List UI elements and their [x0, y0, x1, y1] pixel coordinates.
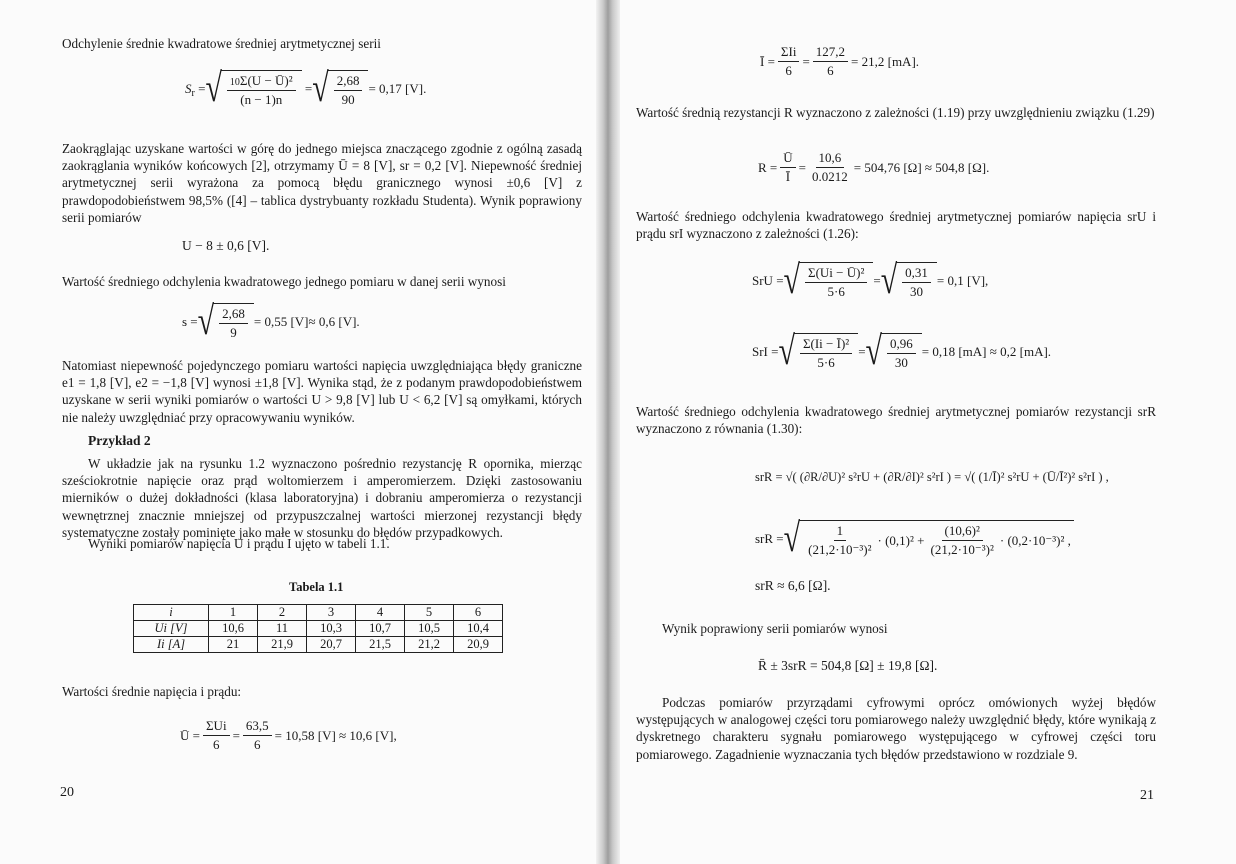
table-row: Ui [V] 10,6 11 10,3 10,7 10,5 10,4: [134, 621, 503, 637]
table-row: Ii [A] 21 21,9 20,7 21,5 21,2 20,9: [134, 637, 503, 653]
right-paragraph-2: Wartość średniego odchylenia kwadratowego średniej arytmetycznej pomiarów napięcia srU i prądu srI wyznaczono z zależności (1.26):: [636, 209, 1156, 242]
page-number-left: 20: [60, 785, 74, 800]
equation-final-result: R̄ ± 3srR = 504,8 [Ω] ± 19,8 [Ω].: [758, 658, 938, 673]
book-gutter: [596, 0, 620, 864]
left-paragraph-7: Wartości średnie napięcia i prądu:: [62, 684, 242, 699]
right-paragraph-1: Wartość średnią rezystancji R wyznaczono z zależności (1.19) przy uwzględnieniu związku (1.29): [636, 105, 1155, 120]
right-paragraph-5: Podczas pomiarów przyrządami cyfrowymi oprócz omówionych wyżej błędów występujących w analogowej części toru pomiarowego należy uwzględnić błędy, które wynikają z dyskretnego charakteru sygnału pomiarowego występującego w cyfrowej części toru pomiarowego. Zagadnienie wyznaczania tych błędów przedstawiono w rozdziale 9.: [636, 695, 1156, 762]
right-page: [620, 0, 1236, 864]
equation-r: R = $\frac{Ū}{Ī}$ = $\frac{10,6}{0.0212}$ = 504,76 [Ω] ≈ 504,8 [Ω].: [758, 150, 990, 184]
measurement-table: [133, 604, 503, 653]
equation-srr-result: srR ≈ 6,6 [Ω].: [755, 578, 831, 593]
page-number-right: 21: [1140, 788, 1154, 803]
right-paragraph-3: Wartość średniego odchylenia kwadratowego średniej arytmetycznej pomiarów rezystancji srR wyznaczono z równania (1.30):: [636, 404, 1156, 437]
equation-sru: SrU = √ $\frac{\text{Σ(Ui − Ū)²}}{5\cdot 6}$ = √ $\frac{0,31}{30}$ = 0,1 [V],: [752, 258, 989, 303]
table-title: Tabela 1.1: [289, 580, 344, 594]
equation-s: s = √ $\frac{2,68}{9}$ = 0,55 [V]≈ 0,6 [V].: [182, 299, 360, 344]
equation-sri: SrI = √ $\frac{\text{Σ(Ii − Ī)²}}{5\cdot 6}$ = √ $\frac{0,96}{30}$ = 0,18 [mA] ≈ 0,2 [mA].: [752, 329, 1052, 374]
equation-mean-u: Ū = $\frac{\text{ΣUi}}{6}$ = $\frac{63,5}{6}$ = 10,58 [V] ≈ 10,6 [V],: [180, 718, 397, 752]
left-page: [0, 0, 600, 864]
left-paragraph-1: Odchylenie średnie kwadratowe średniej arytmetycznej serii: [62, 36, 381, 51]
table-row: i 1 2 3 4 5 6: [134, 605, 503, 621]
equation-result-u: U − 8 ± 0,6 [V].: [182, 238, 270, 253]
equation-srr-values: srR = √ $\frac{1}{\text{(21,2·10⁻³)²}}$ · (0,1)² + $\frac{\text{(10,6)²}}{\text{(21,2·10⁻³)²}}$ · (0,2·10⁻³)² ,: [755, 520, 1074, 558]
equation-srr-general: srR = √( (∂R/∂U)² s²rU + (∂R/∂I)² s²rI ) = √( (1/Ī)² s²rU + (Ū/Ī²)² s²rI ) ,: [755, 470, 1109, 484]
left-paragraph-3: Wartość średniego odchylenia kwadratowego jednego pomiaru w danej serii wynosi: [62, 274, 506, 289]
right-paragraph-4: Wynik poprawiony serii pomiarów wynosi: [662, 621, 888, 636]
left-paragraph-5: W układzie jak na rysunku 1.2 wyznaczono pośrednio rezystancję R opornika, mierząc sześciokrotnie napięcie oraz prąd woltomierzem i amperomierzem. Dzięki zastosowaniu mierników o dużej dokładności (klasa laboratoryjna) i dobraniu amperomierza o rezystancji wewnętrznej znacznie mniejszej od przypuszczalnej wartości mierzonej rezystancji błędy systematyczne zostały pominięte jako małe w stosunku do błędów przypadkowych.: [62, 456, 582, 540]
example-heading: Przykład 2: [88, 433, 151, 448]
equation-mean-i: Ī = $\frac{\text{ΣIi}}{6}$ = $\frac{127,2}{6}$ = 21,2 [mA].: [760, 44, 920, 78]
left-paragraph-6: Wyniki pomiarów napięcia U i prądu I ujęto w tabeli 1.1.: [88, 536, 390, 551]
left-paragraph-4: Natomiast niepewność pojedynczego pomiaru wartości napięcia uwzględniająca błędy graniczne e1 = 1,8 [V], e2 = −1,8 [V] wynosi ±1,8 [V]. Wynika stąd, że z podanym prawdopodobieństwem uzyskane w serii wyniki pomiarów o wartości U > 9,8 [V] lub U < 6,2 [V] są omyłkami, których nie należy uwzględniać przy opracowywaniu wyników.: [62, 358, 582, 425]
left-paragraph-2: Zaokrąglając uzyskane wartości w górę do jednego miejsca znaczącego zgodnie z ogólną zasadą zaokrąglania wyników końcowych [2], otrzymamy Ū = 8 [V], sr = 0,2 [V]. Niepewność średniej arytmetycznej serii wyrażona za pomocą błędu granicznego wynosi ±0,6 [V] z prawdopodobieństwem 98,5% ([4] – tablica dystrybuanty rozkładu Studenta). Wynik poprawiony serii pomiarów: [62, 141, 582, 225]
equation-sr: S r = √ $\frac{\text{10Σ(U − Ū)²}}{(n - 1)n}$ = √ $\frac{2,68}{90}$ = 0,17 [V].: [185, 66, 427, 111]
